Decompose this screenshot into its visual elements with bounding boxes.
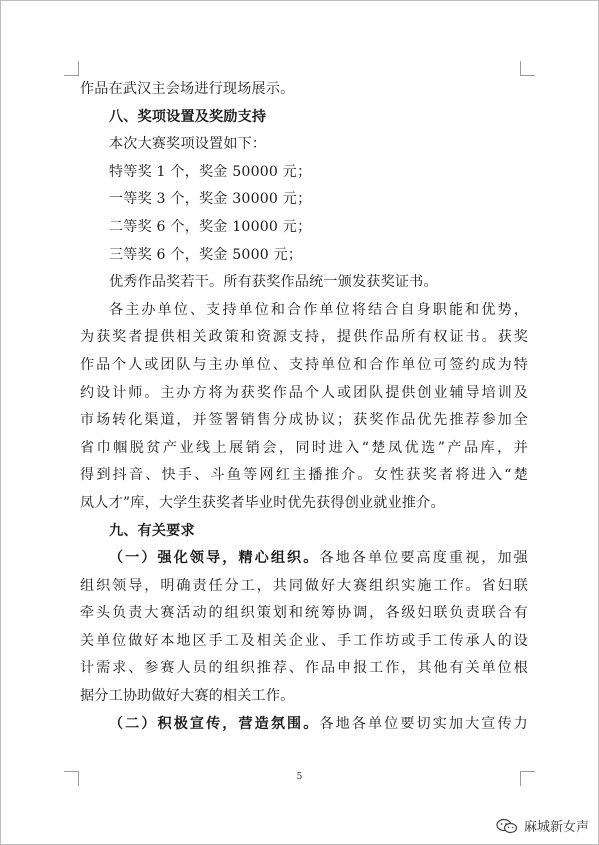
text-line: 特等奖 1 个，奖金 50000 元；: [109, 163, 312, 180]
text-line: [80, 711, 528, 739]
section-heading: 九、有关要求: [109, 522, 195, 539]
text-line: 作品个人或团队与主办单位、支持单位和合作单位可签约成为特: [80, 356, 528, 373]
text-line: 组织领导，明确责任分工，共同做好大赛组织实施工作。省妇联: [80, 577, 528, 594]
section-heading: 八、奖项设置及奖励支持: [109, 108, 267, 125]
text-line: 为获奖者提供相关政策和资源支持，提供作品所有权证书。获奖: [80, 329, 528, 346]
text-line: 一等奖 3 个，奖金 30000 元；: [109, 191, 312, 208]
margin-corner-top-right: [520, 61, 535, 76]
wechat-icon: [496, 818, 518, 834]
text-line: 据分工协助做好大赛的相关工作。: [80, 688, 295, 705]
text-line: 约设计师。主办方将为获奖作品个人或团队提供创业辅导培训及: [80, 384, 528, 401]
text-line: 优秀作品奖若干。所有获奖作品统一颁发获奖证书。: [109, 274, 438, 291]
text-line: 本次大赛奖项设置如下：: [109, 136, 267, 153]
text-line: 三等奖 6 个，奖金 5000 元；: [109, 246, 303, 263]
subsection-title: （二）积极宣传，营造氛围。: [109, 715, 320, 732]
text-line: 省巾帼脱贫产业线上展销会，同时进入“楚凤优选”产品库，并: [80, 439, 528, 456]
text-run: 各地各单位要切实加大宣传力: [319, 715, 528, 732]
text-line: 牵头负责大赛活动的组织策划和统筹协调，各级妇联负责联合有: [80, 605, 528, 622]
text-line: 凤人才”库，大学生获奖者毕业时优先获得创业就业推介。: [80, 494, 445, 511]
text-line: 市场转化渠道，并签署销售分成协议；获奖作品优先推荐参加全: [80, 412, 528, 429]
source-watermark: [496, 816, 589, 835]
text-line: 关单位做好本地区手工及相关企业、手工作坊或手工传承人的设: [80, 632, 528, 649]
text-line: 二等奖 6 个，奖金 10000 元；: [109, 218, 312, 235]
text-line: 各主办单位、支持单位和合作单位将结合自身职能和优势，: [109, 301, 528, 318]
text-line: 作品在武汉主会场进行现场展示。: [80, 81, 295, 97]
margin-corner-top-left: [64, 61, 79, 76]
document-body: [80, 76, 528, 738]
text-line: [80, 545, 528, 573]
text-line: 得到抖音、快手、斗鱼等网红主播推介。女性获奖者将进入“楚: [80, 467, 528, 484]
text-run: 各地各单位要高度重视，加强: [319, 550, 528, 567]
page-number: 5: [296, 772, 303, 782]
text-line: 计需求、参赛人员的组织推荐、作品申报工作，其他有关单位根: [80, 660, 528, 677]
subsection-title: （一）强化领导，精心组织。: [109, 550, 320, 567]
watermark-label: 麻城新女声: [523, 820, 589, 835]
